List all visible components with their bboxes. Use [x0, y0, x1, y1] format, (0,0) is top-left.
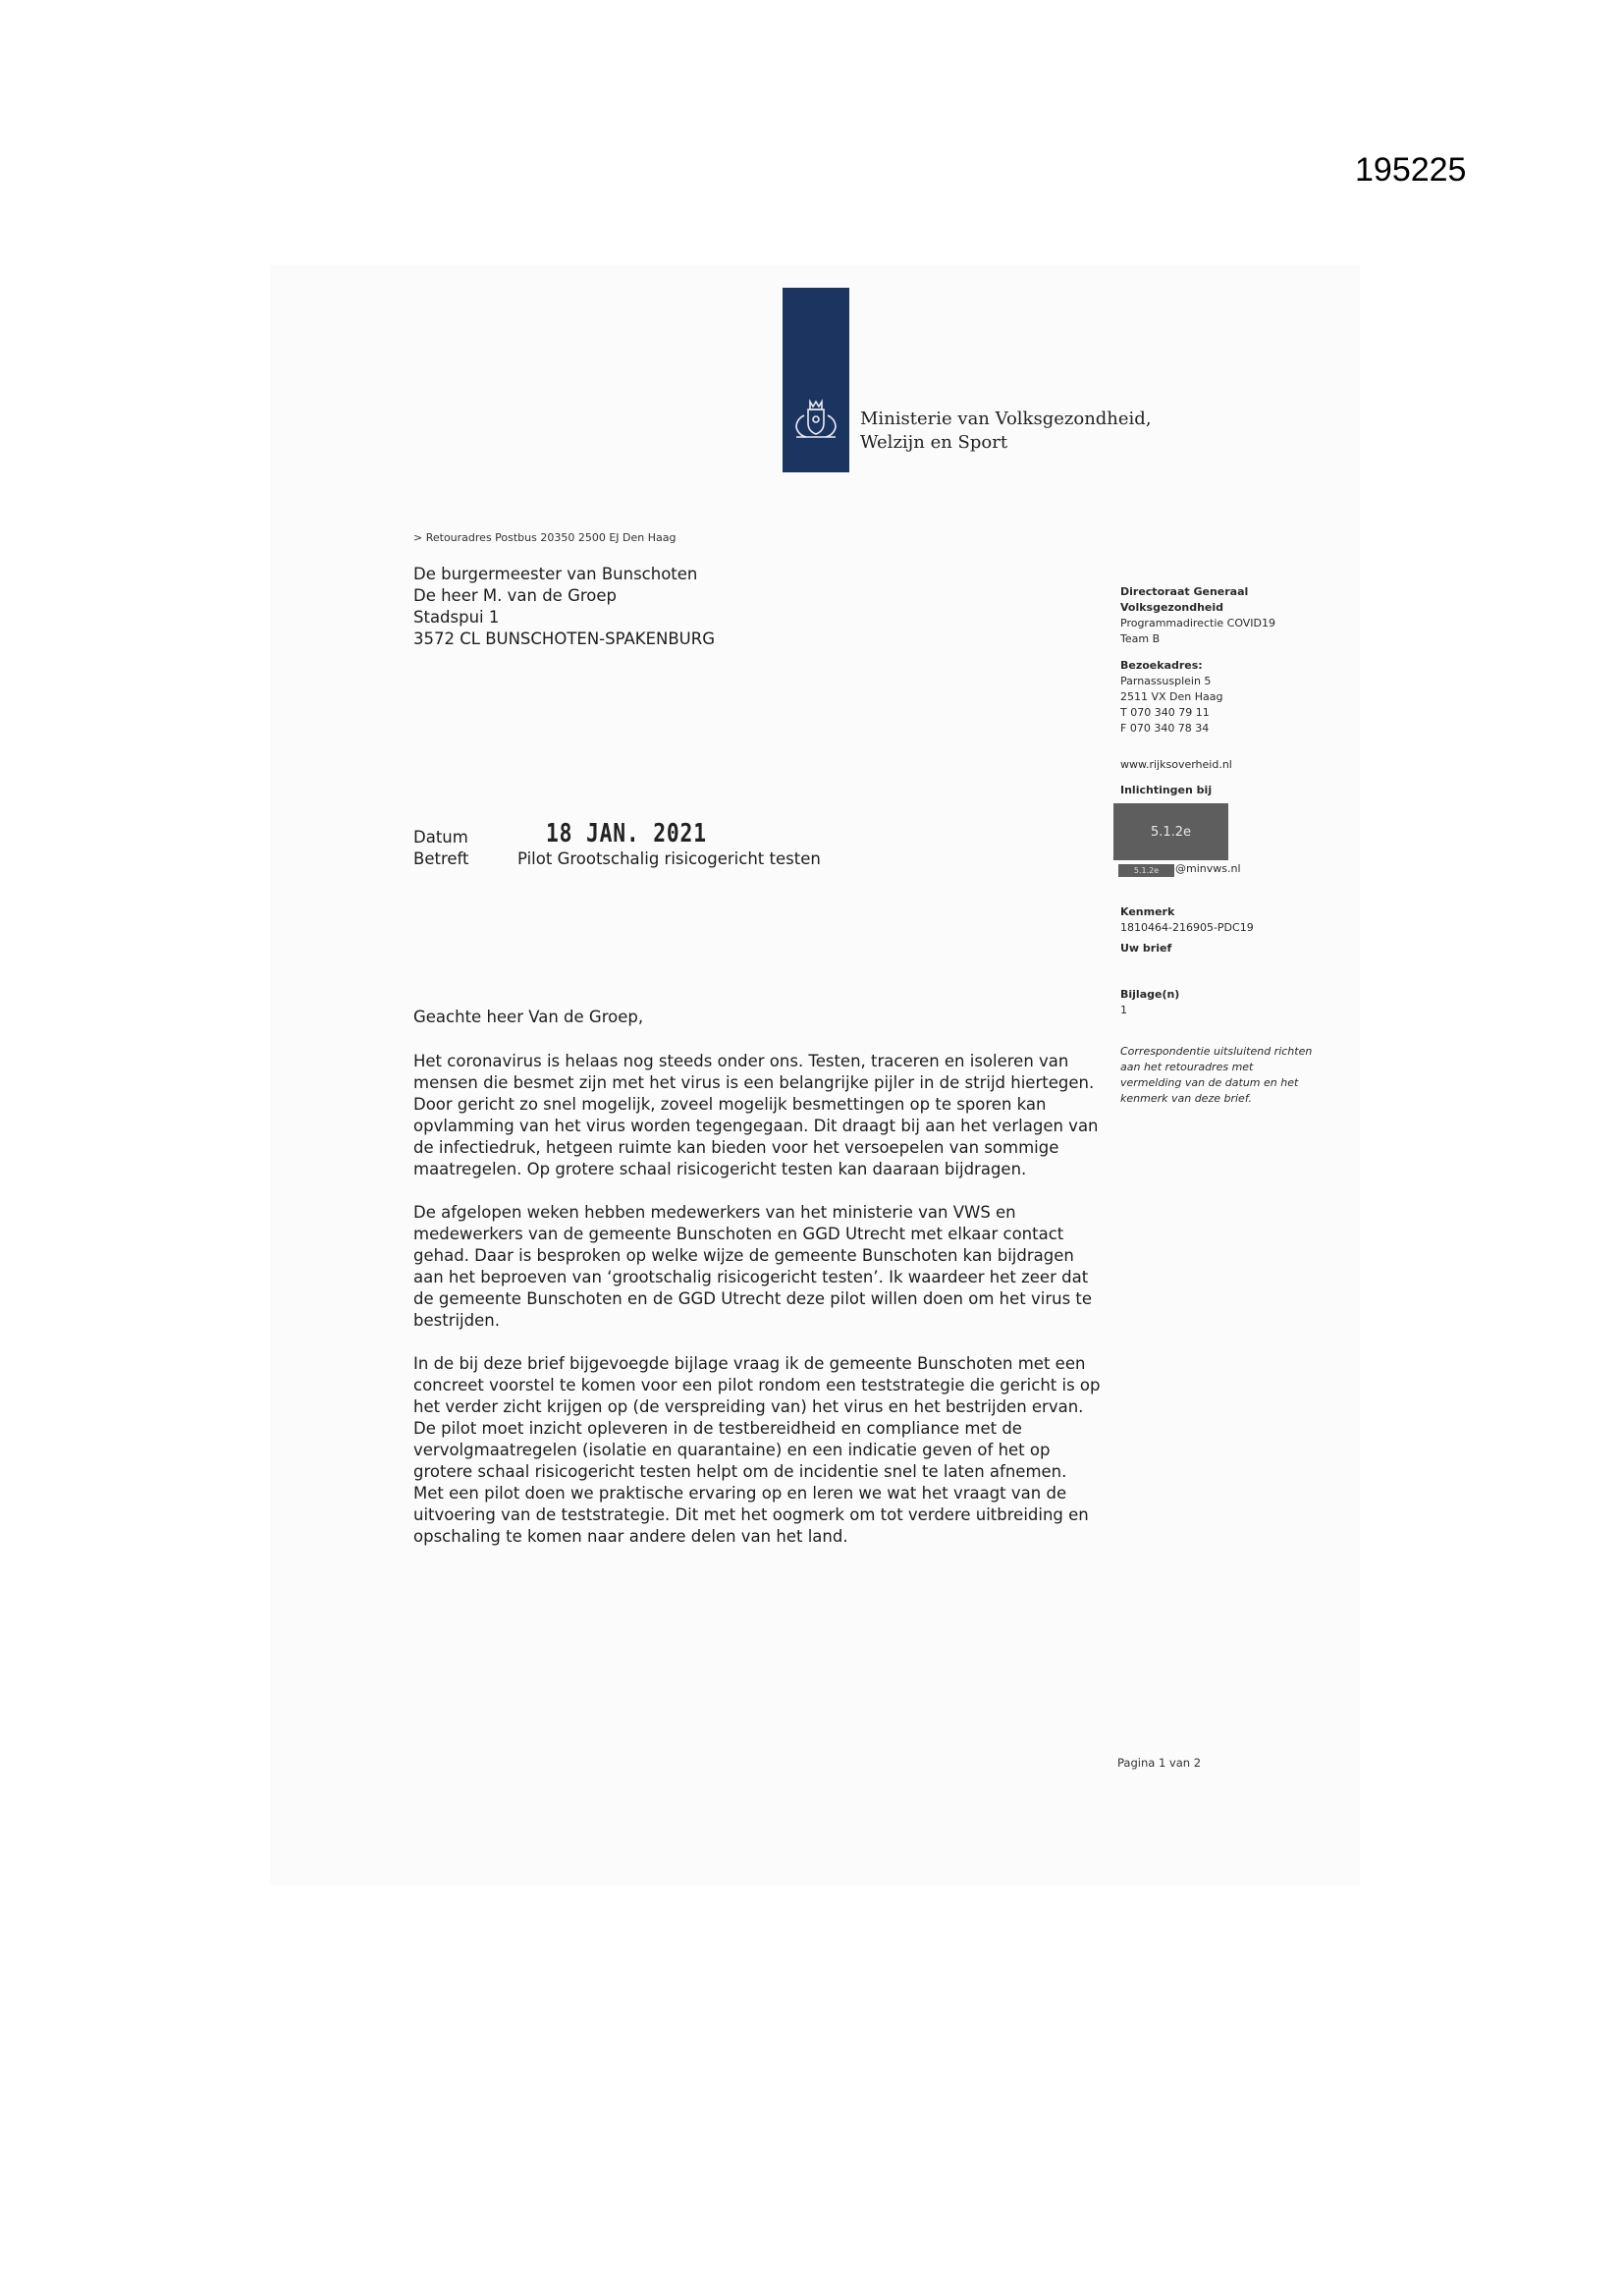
page-number: Pagina 1 van 2 — [1117, 1756, 1202, 1770]
redaction-box: 5.1.2e — [1113, 803, 1228, 860]
uw-brief-label: Uw brief — [1120, 942, 1172, 955]
sidebar-department — [1120, 584, 1275, 647]
ministry-name — [860, 408, 1152, 455]
paragraph: De afgelopen weken hebben medewerkers van het ministerie van VWS en medewerkers van de gemeente Bunschoten en GGD Utrecht met elkaar contact gehad. Daar is besproken op welke wijze de gemeente Bunschoten kan bijdragen aan het beproeven van ‘grootschalig risicogericht testen’. Ik waardeer het zeer dat de gemeente Bunschoten en de GGD Utrecht deze pilot willen doen om het virus te bestrijden. — [413, 1203, 1093, 1330]
salutation: Geachte heer Van de Groep, — [413, 1008, 644, 1026]
phone-number: T 070 340 79 11 — [1120, 706, 1210, 719]
recipient-address — [413, 564, 715, 650]
fax-number: F 070 340 78 34 — [1120, 722, 1210, 735]
address-line: 3572 CL BUNSCHOTEN-SPAKENBURG — [413, 629, 716, 648]
correspondence-note: Correspondentie uitsluitend richten aan het retouradres met vermelding van de datum en het kenmerk van deze brief. — [1120, 1045, 1313, 1105]
betreft-label: Betreft — [413, 849, 469, 868]
department-team: Team B — [1120, 632, 1161, 645]
visit-address-city: 2511 VX Den Haag — [1120, 690, 1223, 703]
department-name: Volksgezondheid — [1120, 601, 1224, 614]
bijlage-label: Bijlage(n) — [1120, 988, 1180, 1001]
department-unit: Programmadirectie COVID19 — [1120, 617, 1276, 629]
website: www.rijksoverheid.nl — [1120, 758, 1232, 771]
paragraph: Het coronavirus is helaas nog steeds onder ons. Testen, traceren en isoleren van mensen die besmet zijn met het virus is een belangrijke pijler in de strijd hiertegen. Door gericht zo snel mogelijk, zoveel mogelijk besmettingen op te sporen kan opvlamming van het virus worden tegengegaan. Dit draagt bij aan het verlagen van de infectiedruk, hetgeen ruimte kan bieden voor het versoepelen van sommige maatregelen. Op grotere schaal risicogericht testen kan daaraan bijdragen. — [413, 1052, 1099, 1178]
address-line: Stadspui 1 — [413, 608, 500, 627]
date-stamp: 18 JAN. 2021 — [546, 819, 707, 848]
ministry-logo-bar — [783, 288, 849, 472]
ministry-name-line-2: Welzijn en Sport — [860, 432, 1008, 453]
visit-address-street: Parnassusplein 5 — [1120, 675, 1212, 687]
bijlage-value: 1 — [1120, 1004, 1127, 1016]
royal-crest-icon — [790, 396, 841, 443]
sidebar-attachments — [1120, 987, 1179, 1018]
document-number: 195225 — [1355, 151, 1467, 189]
kenmerk-label: Kenmerk — [1120, 905, 1175, 918]
kenmerk-value: 1810464-216905-PDC19 — [1120, 921, 1254, 934]
datum-label: Datum — [413, 828, 468, 847]
ministry-name-line-1: Ministerie van Volksgezondheid, — [860, 409, 1152, 429]
sidebar-reference — [1120, 904, 1254, 957]
visit-address-label: Bezoekadres: — [1120, 659, 1203, 672]
redaction-box-small: 5.1.2e — [1118, 864, 1174, 877]
inlichtingen-label: Inlichtingen bij — [1120, 784, 1213, 796]
subject: Pilot Grootschalig risicogericht testen — [517, 849, 821, 868]
address-line: De burgermeester van Bunschoten — [413, 565, 698, 583]
sidebar-visit-address — [1120, 658, 1223, 737]
return-address: > Retouradres Postbus 20350 2500 EJ Den Haag — [413, 531, 677, 544]
letter-body — [413, 1051, 1101, 1569]
address-line: De heer M. van de Groep — [413, 586, 617, 605]
paragraph: In de bij deze brief bijgevoegde bijlage vraag ik de gemeente Bunschoten met een concreet voorstel te komen voor een pilot rondom een teststrategie die gericht is op het verder zicht krijgen op (de verspreiding van) het virus en het bestrijden ervan. De pilot moet inzicht opleveren in de testbereidheid en compliance met de vervolgmaatregelen (isolatie en quarantaine) en een indicatie geven of het op grotere schaal risicogericht testen helpt om de incidentie snel te laten afnemen. Met een pilot doen we praktische ervaring op en leren we wat het vraagt van de uitvoering van de teststrategie. Dit met het oogmerk om tot verdere uitbreiding en opschaling te komen naar andere delen van het land. — [413, 1354, 1101, 1546]
email-domain: @minvws.nl — [1175, 862, 1241, 875]
department-name: Directoraat Generaal — [1120, 585, 1249, 598]
